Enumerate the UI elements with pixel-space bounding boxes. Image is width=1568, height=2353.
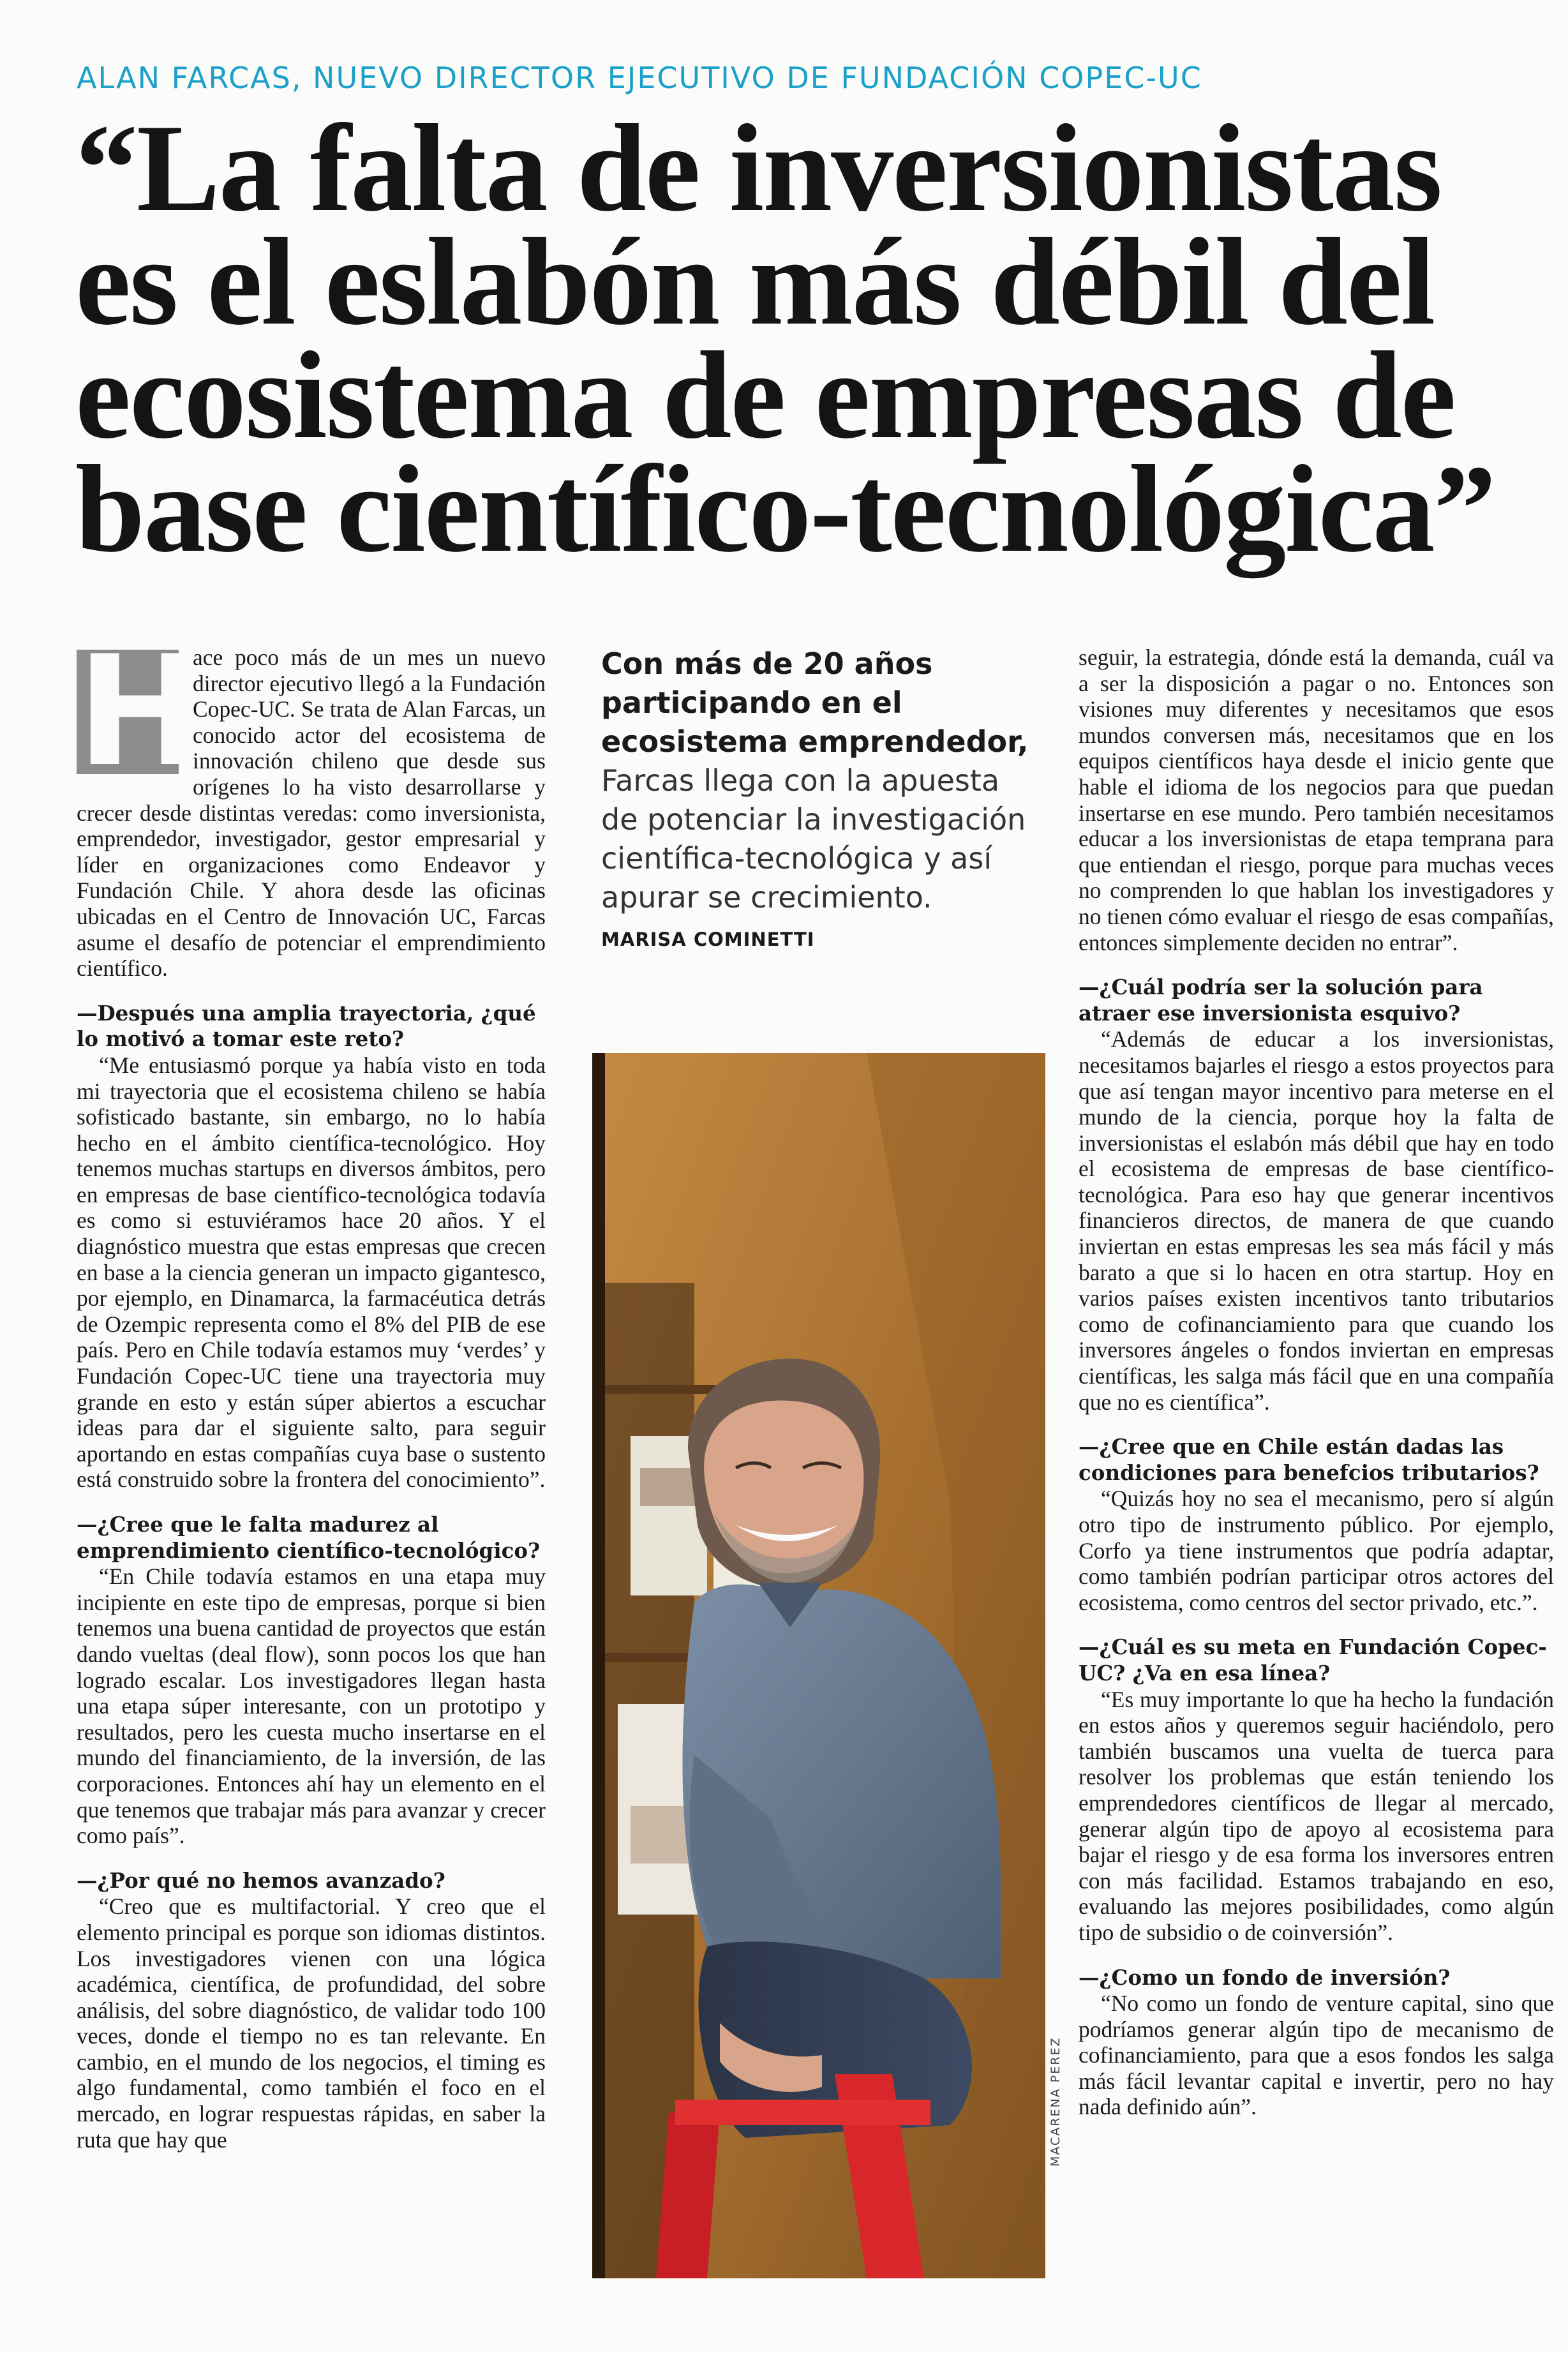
pull-quote-text: Farcas llega con la apuesta de potenciar la investigación científica-tecnológica y así apurar se crecimiento. [601,763,1026,915]
question-4: —¿Cuál podría ser la solución para atraer ese inversionista esquivo? [1079,975,1483,1026]
article-headline: “La falta de inversionistas es el eslabón más débil del ecosistema de empresas de base científico-tecnológica” [75,99,1495,578]
answer-3: “Creo que es multifactorial. Y creo que el elemento principal es porque son idiomas distintos. Los investigadores vienen con una lógica académica, científica, de profundidad, del sobre análisis, del sobre diagnóstico, de validar todo 100 veces, donde el tiempo no es tan relevante. En cambio, en el mundo de los negocios, el timing es algo fundamental, como también el foco en el mercado, en lograr respuestas rápidas, en saber la ruta que hay que [77,1894,546,2153]
question-3: —¿Por qué no hemos avanzado? [77,1867,445,1893]
dropcap-letter: H [77,624,204,800]
answer-4: “Además de educar a los inversionistas, necesitamos bajarles el riesgo a estos proyectos para que así tengan mayor incentivo para meterse en el mundo de la ciencia, porque hoy la falta de inversionistas el eslabón más débil que hay en todo el ecosistema de empresas de base científico-tecnológica. Para eso hay que generar incentivos financieros directos, de manera de que cuando inviertan en estas empresas les sea más fácil y más barato a que si lo hacen en otra startup. Hoy en varios países existen incentivos tanto tributarios como de cofinanciamiento para que cuando los inversores ángeles o fondos inviertan en empresas científicas, les salga más fácil que en una compañía que no es científica”. [1079,1026,1554,1415]
answer-2: “En Chile todavía estamos en una etapa muy incipiente en este tipo de empresas, porque si bien tenemos una buena cantidad de proyectos que están dando vueltas (deal flow), sonn pocos los que han logrado escalar. Los investigadores llegan hasta una etapa súper interesante, con un prototipo y resultados, pero les cuesta mucho insertarse en el mundo del financiamiento, de la inversión, de las corporaciones. Entonces ahí hay un elemento en el que tenemos que trabajar más para avanzar y crecer como país”. [77,1564,546,1849]
intro-text: ace poco más de un mes un nuevo director ejecutivo llegó a la Fundación Copec-UC. Se trata de Alan Farcas, un conocido actor del ecosistema de innovación chileno que desde sus orígenes lo ha visto desarrollarse y crecer desde distintas veredas: como inversionista, emprendedor, investigador, gestor empresarial y líder en organizaciones como Endeavor y Fundación Chile. Y ahora desde las oficinas ubicadas en el Centro de Innovación UC, Farcas asume el desafío de potenciar el emprendimiento científico. [77,645,546,982]
answer-7: “No como un fondo de venture capital, sino que podríamos generar algún tipo de mecanismo de cofinanciamiento, para que a esos fondos les salga más fácil levantar capital e invertir, pero no hay nada definido aún”. [1079,1991,1554,2120]
pull-quote-bold: Con más de 20 años participando en el ecosistema emprendedor, [601,646,1029,759]
portrait-illustration [592,1053,1045,2278]
author-byline: MARISA COMINETTI [601,929,815,950]
intro-paragraph [77,624,546,982]
dropcap [77,624,204,800]
answer-1: “Me entusiasmó porque ya había visto en toda mi trayectoria que el ecosistema chileno se había sofisticado bastante, sin embargo, no lo había hecho en el ámbito científica-tecnológico. Hoy tenemos muchas startups en diversos ámbitos, pero en empresas de base científico-tecnológica todavía es como si estuviéramos hace 20 años. Y el diagnóstico muestra que estas empresas que crecen en base a la ciencia generan un impacto gigantesco, por ejemplo, en Dinamarca, la farmacéutica detrás de Ozempic representa como el 8% del PIB de ese país. Pero en Chile todavía estamos muy ‘verdes’ y Fundación Copec-UC tiene una trayectoria muy grande en esto y están súper abiertos a escuchar ideas para dar el siguiente salto, para seguir aportando en estas compañías cuya base o sustento está construido sobre la frontera del conocimiento”. [77,1052,546,1493]
portrait-photo [592,1053,1045,2278]
question-1: —Después una amplia trayectoria, ¿qué lo motivó a tomar este reto? [77,1000,536,1052]
photo-credit: MACARENA PEREZ [1049,2036,1063,2167]
column-right [1079,645,1554,2133]
question-5: —¿Cree que en Chile están dadas las condiciones para benefcios tributarios? [1079,1434,1539,1485]
article-kicker: ALAN FARCAS, NUEVO DIRECTOR EJECUTIVO DE FUNDACIÓN COPEC-UC [77,61,1202,95]
answer-6: “Es muy importante lo que ha hecho la fundación en estos años y queremos seguir haciéndolo, pero también buscamos una vuelta de tuerca para resolver los problemas que están teniendo los emprendedores científicos de llegar al mercado, generar algún tipo de apoyo al ecosistema para bajar el riesgo y de esa forma los inversores entren con más facilidad. Estamos trabajando en eso, evaluando las mejores posibilidades, como algún tipo de subsidio o de coinversión”. [1079,1686,1554,1945]
question-2: —¿Cree que le falta madurez al emprendimiento científico-tecnológico? [77,1512,541,1563]
question-6: —¿Cuál es su meta en Fundación Copec-UC? ¿Va en esa línea? [1079,1634,1547,1685]
pull-quote [601,645,1035,950]
continued-paragraph: seguir, la estrategia, dónde está la demanda, cuál va a ser la disposición a pagar o no. Entonces son visiones muy diferentes y necesitamos que esos mundos conversen más, necesitamos que en los equipos científicos haya desde el inicio gente que hable el idioma de los negocios para que puedan insertarse en ese mundo. Pero también necesitamos educar a los inversionistas de etapa temprana para que entiendan el riesgo, porque para muchas veces no comprenden lo que hablan los investigadores y no tienen cómo evaluar el riesgo de esas compañías, entonces simplemente deciden no entrar”. [1079,645,1554,955]
column-left [77,624,546,2165]
question-7: —¿Como un fondo de inversión? [1079,1964,1451,1990]
answer-5: “Quizás hoy no sea el mecanismo, pero sí algún otro tipo de instrumento público. Por ejemplo, Corfo ya tiene instrumentos que podría adaptar, como también podrían participar otros actores del ecosistema, como centros del sector privado, etc.”. [1079,1486,1554,1615]
